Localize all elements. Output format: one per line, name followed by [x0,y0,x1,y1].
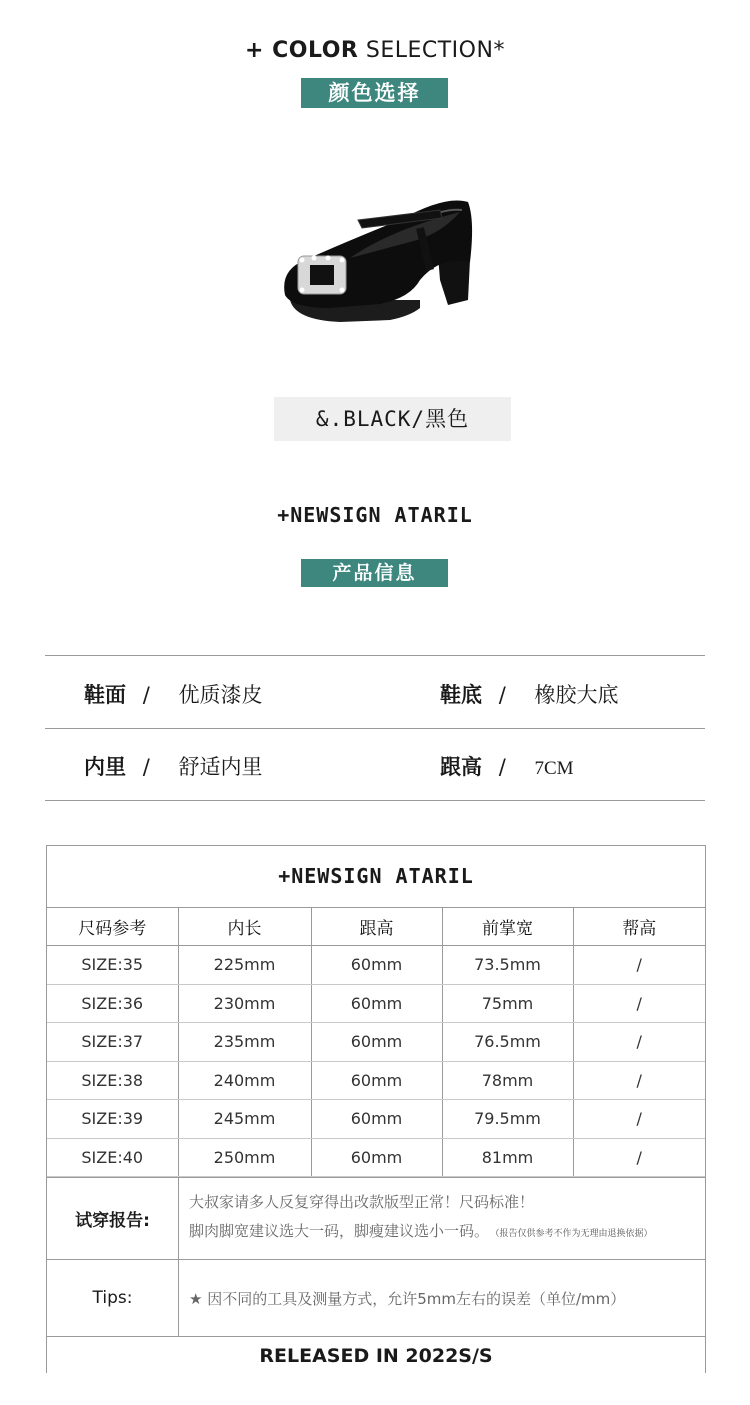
released-label: RELEASED IN 2022S/S [46,1336,706,1373]
info-lining-key: 内里 [84,755,126,779]
cell-heel-height: 60mm [311,1100,442,1139]
color-selection-rest: SELECTION* [365,38,505,63]
info-upper-value: 优质漆皮 [178,683,263,707]
trial-report-note: （报告仅供参考不作为无理由退换依据） [495,1229,653,1239]
product-info-cn-label: 产品信息 [301,559,448,587]
info-upper [84,679,262,709]
trial-report-key: 试穿报告: [47,1178,179,1259]
info-heel-key: 跟高 [440,755,482,779]
info-lining [84,751,262,781]
info-upper-key: 鞋面 [84,683,126,707]
header-inner-length: 内长 [178,908,311,946]
cell-upper-height: / [573,1023,705,1062]
table-row [47,1023,705,1062]
info-heel-sep: / [498,755,506,779]
black-patent-mary-jane-shoe-image [270,180,480,330]
cell-forefoot-width: 73.5mm [442,946,573,985]
color-selection-bold: + COLOR [245,38,359,63]
cell-upper-height: / [573,984,705,1023]
cell-size: SIZE:37 [47,1023,178,1062]
trial-report-value [179,1178,705,1259]
cell-upper-height: / [573,1138,705,1177]
cell-forefoot-width: 78mm [442,1061,573,1100]
cell-forefoot-width: 81mm [442,1138,573,1177]
info-sole-sep: / [498,683,506,707]
cell-inner-length: 250mm [178,1138,311,1177]
tips-row [47,1259,705,1336]
size-table-title: +NEWSIGN ATARIL [47,846,705,908]
table-row [47,1100,705,1139]
info-upper-sep: / [142,683,150,707]
divider-top [45,655,705,656]
cell-inner-length: 245mm [178,1100,311,1139]
cell-inner-length: 225mm [178,946,311,985]
cell-upper-height: / [573,1061,705,1100]
cell-inner-length: 240mm [178,1061,311,1100]
info-sole-value: 橡胶大底 [534,683,619,707]
info-heel-value: 7CM [534,758,574,779]
color-selection-cn-label: 颜色选择 [301,78,448,108]
size-table-grid [47,908,705,1177]
cell-heel-height: 60mm [311,984,442,1023]
cell-heel-height: 60mm [311,1023,442,1062]
header-heel-height: 跟高 [311,908,442,946]
info-heel [440,751,574,781]
cell-size: SIZE:39 [47,1100,178,1139]
info-sole [440,679,618,709]
table-row [47,1138,705,1177]
header-upper-height: 帮高 [573,908,705,946]
tips-value: ★ 因不同的工具及测量方式，允许5mm左右的误差（单位/mm） [189,1289,626,1308]
cell-forefoot-width: 79.5mm [442,1100,573,1139]
trial-report-row [47,1177,705,1259]
trial-report-line2: 脚肉脚宽建议选大一码，脚瘦建议选小一码。 [189,1222,490,1240]
info-sole-key: 鞋底 [440,683,482,707]
cell-heel-height: 60mm [311,946,442,985]
variant-black-label: &.BLACK/黑色 [274,397,511,441]
cell-size: SIZE:35 [47,946,178,985]
header-size: 尺码参考 [47,908,178,946]
cell-heel-height: 60mm [311,1138,442,1177]
cell-size: SIZE:36 [47,984,178,1023]
tips-key: Tips: [47,1260,179,1336]
cell-forefoot-width: 76.5mm [442,1023,573,1062]
size-table-header-row [47,908,705,946]
size-table [46,845,706,1373]
info-lining-value: 舒适内里 [178,755,263,779]
header-forefoot-width: 前掌宽 [442,908,573,946]
color-selection-heading [0,38,750,63]
cell-inner-length: 235mm [178,1023,311,1062]
cell-upper-height: / [573,1100,705,1139]
table-row [47,984,705,1023]
cell-forefoot-width: 75mm [442,984,573,1023]
brand-name: +NEWSIGN ATARIL [277,503,473,527]
table-row [47,1061,705,1100]
cell-upper-height: / [573,946,705,985]
table-row [47,946,705,985]
cell-inner-length: 230mm [178,984,311,1023]
trial-report-line1: 大叔家请多人反复穿得出改款版型正常！尺码标准！ [189,1193,535,1211]
divider-middle [45,728,705,729]
cell-heel-height: 60mm [311,1061,442,1100]
cell-size: SIZE:40 [47,1138,178,1177]
cell-size: SIZE:38 [47,1061,178,1100]
divider-bottom [45,800,705,801]
info-lining-sep: / [142,755,150,779]
